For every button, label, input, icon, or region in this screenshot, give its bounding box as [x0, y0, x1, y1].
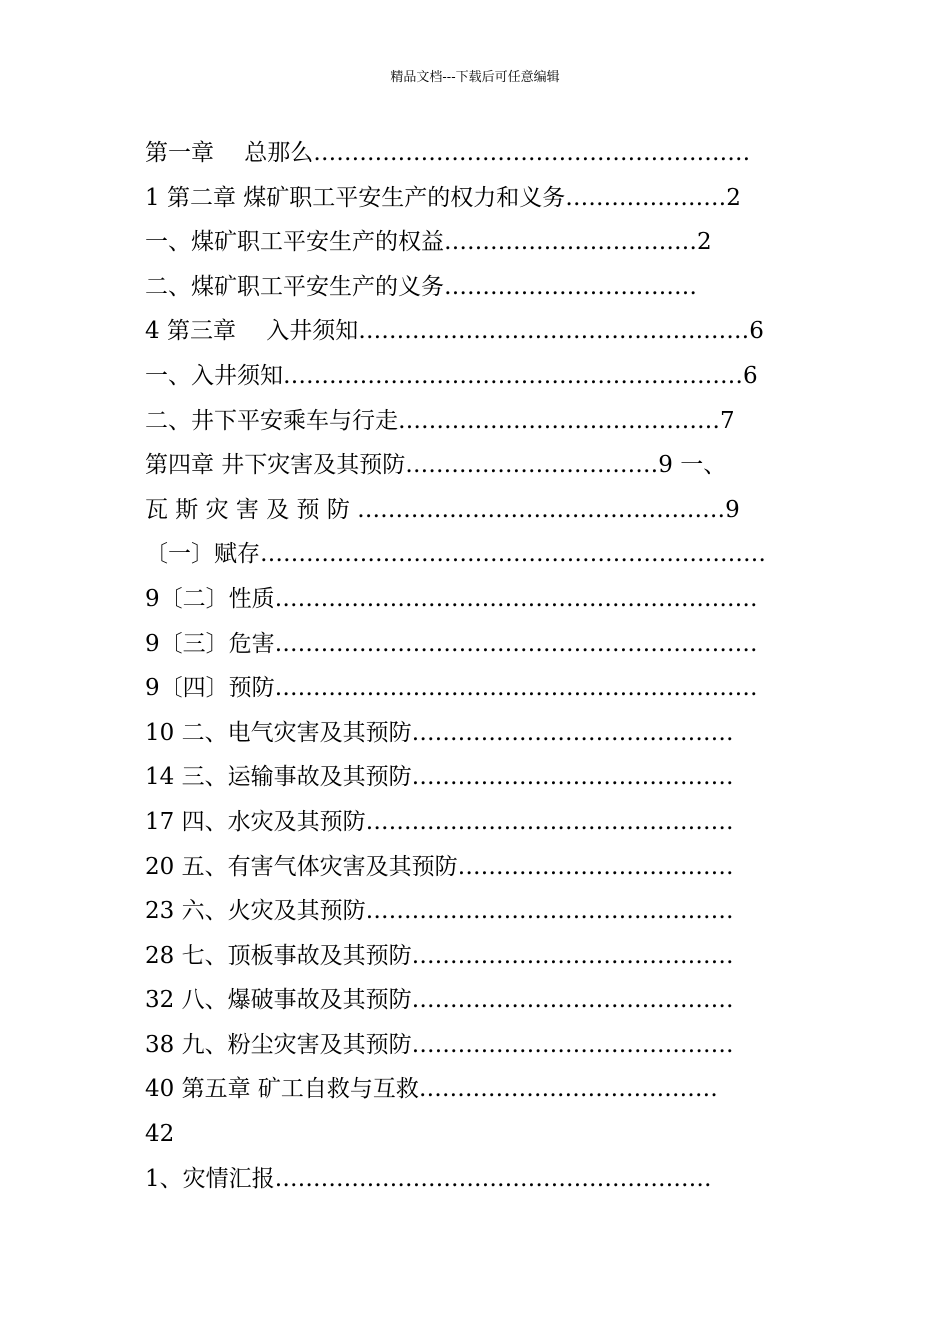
toc-line: 9〔三〕危害………………………………………………………	[145, 630, 758, 657]
toc-line: 第四章 井下灾害及其预防……………………………9 一、	[145, 452, 727, 479]
toc-line: 9〔二〕性质………………………………………………………	[145, 585, 758, 612]
toc-line: 20 五、有害气体灾害及其预防………………………………	[145, 853, 734, 880]
toc-line: 1、灾情汇报…………………………………………………	[145, 1165, 712, 1192]
toc-line: 32 八、爆破事故及其预防……………………………………	[145, 987, 734, 1014]
toc-line: 〔一〕赋存…………………………………………………………	[145, 541, 766, 568]
toc-line: 第一章 总那么…………………………………………………	[145, 140, 751, 166]
toc-line: 一、入井须知……………………………………………………6	[145, 362, 758, 389]
toc-line: 1 第二章 煤矿职工平安生产的权力和义务…………………2	[145, 184, 741, 211]
toc-line: 14 三、运输事故及其预防……………………………………	[145, 764, 734, 791]
table-of-contents	[145, 131, 845, 1201]
toc-line: 17 四、水灾及其预防…………………………………………	[145, 808, 734, 835]
toc-line: 42	[145, 1121, 175, 1148]
toc-line: 二、煤矿职工平安生产的义务……………………………	[145, 273, 697, 300]
toc-line: 二、井下平安乘车与行走……………………………………7	[145, 407, 735, 434]
toc-line: 10 二、电气灾害及其预防……………………………………	[145, 719, 734, 746]
toc-line: 23 六、火灾及其预防…………………………………………	[145, 898, 734, 925]
toc-line: 瓦 斯 灾 害 及 预 防 …………………………………………9	[145, 496, 740, 523]
toc-line: 40 第五章 矿工自救与互救…………………………………	[145, 1076, 718, 1103]
toc-line: 9〔四〕预防………………………………………………………	[145, 675, 758, 702]
toc-line: 4 第三章 入井须知……………………………………………6	[145, 318, 764, 345]
page-header: 精品文档---下载后可任意编辑	[390, 70, 560, 85]
toc-line: 38 九、粉尘灾害及其预防……………………………………	[145, 1031, 734, 1058]
toc-line: 一、煤矿职工平安生产的权益……………………………2	[145, 229, 712, 256]
toc-line: 28 七、顶板事故及其预防……………………………………	[145, 942, 734, 969]
